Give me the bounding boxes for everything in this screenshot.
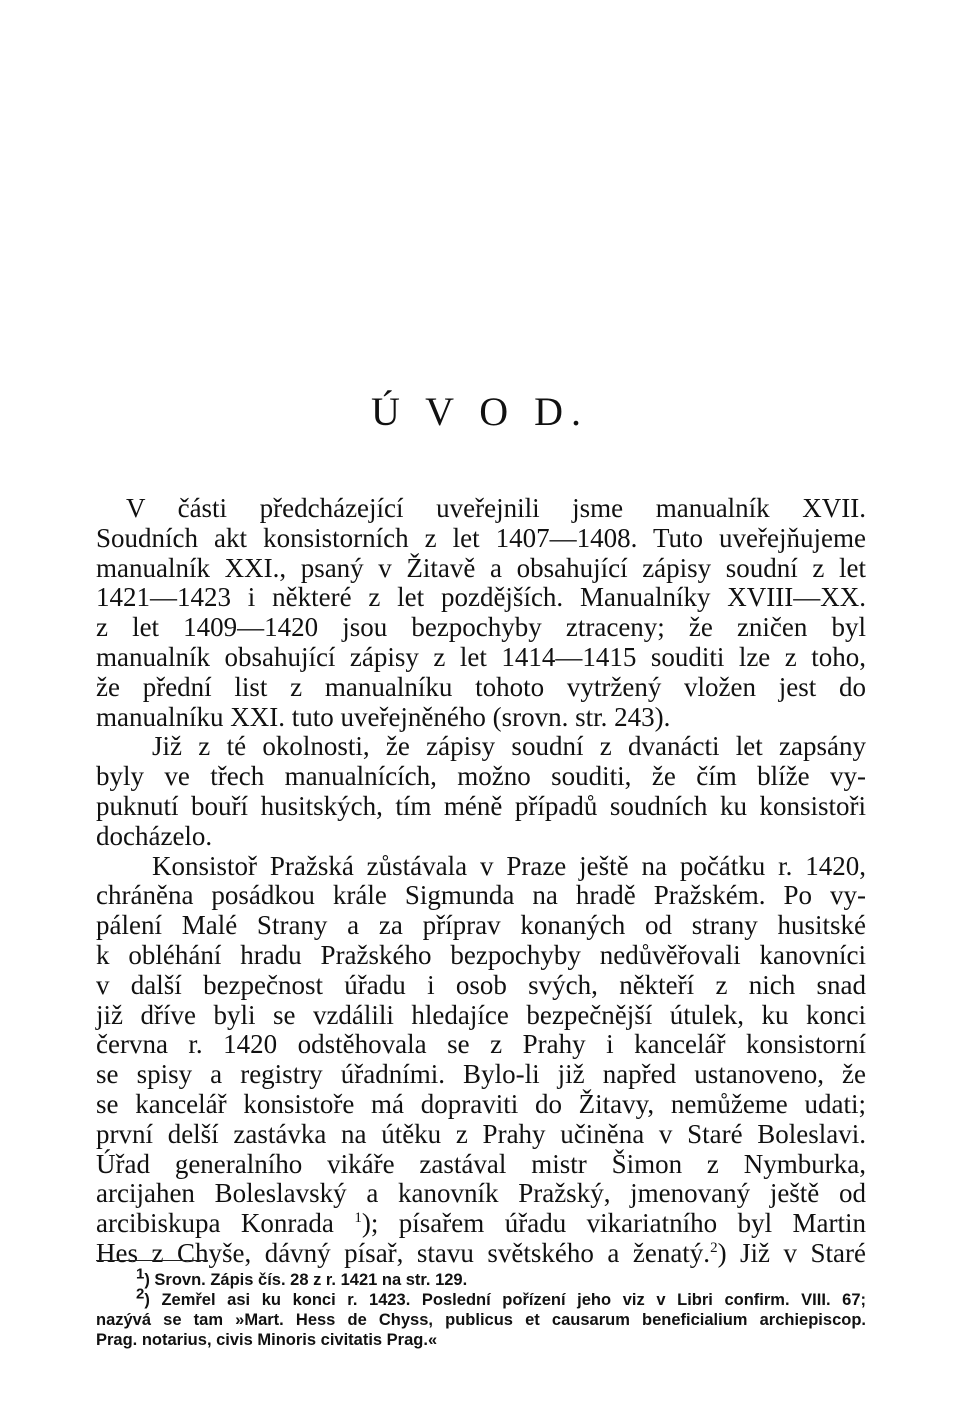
text-line: byly ve třech manualnících, možno souditi, že čím blíže vy- bbox=[96, 761, 866, 792]
text-fragment: Hes z Chyše, dávný písař, stavu světského a ženatý. bbox=[96, 1237, 711, 1268]
footnote-line: nazývá se tam »Mart. Hess de Chyss, publicus et causarum beneficialium archiepiscop. bbox=[96, 1311, 866, 1329]
text-line: 1421—1423 i některé z let pozdějších. Manualníky XVIII—XX. bbox=[96, 582, 866, 613]
text-line bbox=[96, 1209, 866, 1239]
footnotes bbox=[96, 1265, 866, 1350]
text-line: puknutí bouří husitských, tím méně případů soudních ku konsistoři bbox=[96, 790, 866, 821]
footnote-reference: 1 bbox=[354, 1210, 362, 1227]
footnote-line bbox=[96, 1265, 866, 1290]
text-line: V části předcházející uveřejnili jsme manualník XVII. bbox=[126, 493, 866, 523]
text-line: Úřad generalního vikáře zastával mistr Šimon z Nymburka, bbox=[96, 1148, 866, 1179]
text-fragment: ) Již v Staré bbox=[717, 1237, 867, 1268]
text-fragment: ); písařem úřadu vikariatního byl Martin bbox=[361, 1208, 867, 1239]
text-line: první delší zastávka na útěku z Prahy učiněna v Staré Boleslavi. bbox=[96, 1118, 866, 1149]
footnote-line: Prag. notarius, civis Minoris civitatis Prag.« bbox=[96, 1331, 438, 1349]
text-line: manualník obsahující zápisy z let 1414—1415 souditi lze z toho, bbox=[96, 641, 866, 672]
text-line: že přední list z manualníku tohoto vytržený vložen jest do bbox=[96, 671, 866, 702]
text-line: manualník XXI., psaný v Žitavě a obsahující zápisy soudní z let bbox=[96, 552, 866, 583]
text-line: z let 1409—1420 jsou bezpochyby ztraceny; že zničen byl bbox=[96, 612, 866, 643]
text-line: Již z té okolnosti, že zápisy soudní z dvanácti let zapsány bbox=[152, 731, 866, 762]
footnote-text: ) Zemřel asi ku konci r. 1423. Poslední pořízení jeho viz v Libri confirm. VIII. 67; bbox=[144, 1291, 866, 1309]
text-line: již dříve byli se vzdálili hledajíce bezpečnější útulek, ku konci bbox=[96, 999, 866, 1030]
footnote-reference: 2 bbox=[710, 1239, 718, 1256]
footnote-mark: 1 bbox=[136, 1265, 145, 1283]
text-line: Soudních akt konsistorních z let 1407—1408. Tuto uveřejňujeme bbox=[96, 522, 866, 553]
footnote-mark: 2 bbox=[136, 1285, 145, 1303]
text-line: docházelo. bbox=[96, 820, 213, 851]
text-line: Konsistoř Pražská zůstávala v Praze ještě na počátku r. 1420, bbox=[152, 850, 866, 881]
text-line bbox=[96, 1239, 866, 1269]
text-fragment: arcibiskupa Konrada bbox=[96, 1208, 334, 1239]
text-line: v další bezpečnost úřadu i osob svých, někteří z nich snad bbox=[96, 969, 866, 1000]
text-line: se kancelář konsistoře má dopraviti do Žitavy, nemůžeme udati; bbox=[96, 1088, 866, 1119]
text-line: arcijahen Boleslavský a kanovník Pražský, jmenovaný ještě od bbox=[96, 1178, 866, 1209]
page-title: Ú V O D. bbox=[370, 389, 590, 434]
text-line: se spisy a registry úřadními. Bylo-li již napřed ustanoveno, že bbox=[96, 1059, 866, 1090]
text-line: chráněna posádkou krále Sigmunda na hradě Pražském. Po vy- bbox=[96, 880, 866, 911]
text-line: k obléhání hradu Pražského bezpochyby nedůvěřovali kanovníci bbox=[96, 939, 866, 970]
text-line: pálení Malé Strany a za příprav konaných od strany husitské bbox=[96, 910, 866, 941]
footnote-line bbox=[96, 1285, 866, 1310]
text-line: manualníku XXI. tuto uveřejněného (srovn. str. 243). bbox=[96, 701, 671, 732]
footnote-divider bbox=[96, 1260, 208, 1261]
main-text bbox=[96, 494, 866, 1269]
text-line: června r. 1420 odstěhovala se z Prahy i kancelář konsistorní bbox=[96, 1029, 866, 1060]
footnote-text: ) Srovn. Zápis čís. 28 z r. 1421 na str. 129. bbox=[144, 1271, 468, 1289]
